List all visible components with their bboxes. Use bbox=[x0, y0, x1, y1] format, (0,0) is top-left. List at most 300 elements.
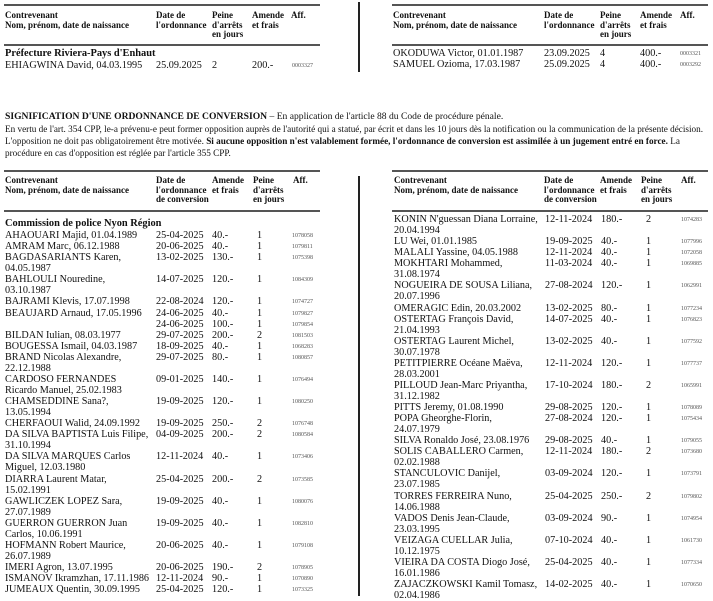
cell-peine: 1 bbox=[646, 335, 652, 347]
cell-peine: 1 bbox=[257, 241, 263, 253]
table-row bbox=[394, 435, 704, 446]
cell-aff: 1082810 bbox=[292, 520, 313, 527]
cell-peine: 2 bbox=[646, 214, 652, 225]
table-row bbox=[5, 319, 315, 330]
cell-amende: 100.- bbox=[212, 318, 234, 330]
cell-peine: 1 bbox=[257, 517, 263, 529]
table-row bbox=[394, 413, 704, 435]
cell-aff: 1075398 bbox=[292, 255, 313, 262]
cell-name: DIARRA Laurent Matar, 15.02.1991 bbox=[5, 473, 107, 496]
header-peine: Peine d'arrêts en jours bbox=[641, 175, 673, 204]
cell-peine: 1 bbox=[646, 236, 652, 248]
cell-aff: 1084309 bbox=[292, 277, 313, 284]
cell-peine: 1 bbox=[257, 274, 263, 286]
table-top-rule bbox=[392, 4, 708, 6]
cell-name: MALALI Yassine, 04.05.1988 bbox=[394, 247, 518, 259]
cell-amende: 120.- bbox=[212, 296, 234, 308]
table-row bbox=[394, 247, 704, 258]
table-row bbox=[5, 60, 315, 71]
table-row bbox=[394, 214, 704, 236]
cell-aff: 1078058 bbox=[292, 233, 313, 239]
cell-date: 12-11-2024 bbox=[545, 446, 593, 458]
cell-peine: 1 bbox=[257, 307, 263, 319]
table-row bbox=[394, 336, 704, 358]
table-row bbox=[394, 258, 704, 280]
table-row bbox=[5, 573, 315, 584]
table-row bbox=[5, 562, 315, 573]
cell-peine: 2 bbox=[646, 446, 652, 458]
header-aff: Aff. bbox=[293, 175, 308, 185]
cell-name: ZAJACZKOWSKI Kamil Tomasz, 02.04.1986 bbox=[394, 578, 538, 601]
cell-aff: 1078089 bbox=[681, 405, 702, 411]
cell-date: 19-09-2025 bbox=[156, 418, 204, 430]
cell-date: 19-09-2025 bbox=[156, 396, 204, 408]
cell-date: 25-04-2025 bbox=[545, 490, 593, 502]
cell-aff: 1073680 bbox=[681, 449, 702, 456]
cell-aff: 1073325 bbox=[292, 587, 313, 594]
header-aff: Aff. bbox=[681, 175, 696, 185]
table-row bbox=[5, 374, 315, 396]
cell-peine: 1 bbox=[257, 230, 263, 241]
cell-amende: 400.- bbox=[640, 59, 662, 70]
cell-aff: 1077996 bbox=[681, 239, 702, 246]
table-top-rule bbox=[392, 170, 708, 172]
cell-amende: 40.- bbox=[212, 307, 229, 319]
cell-date: 19-09-2025 bbox=[545, 236, 593, 248]
table-row bbox=[394, 535, 704, 557]
cell-name: OMERAGIC Edin, 20.03.2002 bbox=[394, 302, 522, 314]
cell-amende: 130.- bbox=[212, 252, 234, 264]
cell-peine: 1 bbox=[646, 313, 652, 325]
cell-aff: 1065991 bbox=[681, 382, 702, 389]
table-row bbox=[5, 451, 315, 473]
cell-amende: 40.- bbox=[212, 241, 229, 253]
cell-amende: 80.- bbox=[601, 302, 618, 314]
cell-peine: 1 bbox=[646, 402, 652, 413]
notice-text-2: La procédure en cas d'opposition est réglée par l'article 355 CPP. bbox=[5, 135, 680, 158]
header-peine: Peine d'arrêts en jours bbox=[253, 175, 285, 204]
cell-aff: 1062991 bbox=[681, 283, 702, 290]
table-row bbox=[394, 468, 704, 490]
cell-peine: 1 bbox=[257, 495, 263, 507]
table-row bbox=[5, 308, 315, 319]
cell-peine: 2 bbox=[257, 329, 263, 341]
table-row bbox=[394, 314, 704, 336]
cell-amende: 120.- bbox=[601, 413, 623, 425]
group-heading: Préfecture Riviera-Pays d'Enhaut bbox=[5, 48, 156, 59]
table-top-rule bbox=[4, 4, 320, 6]
cell-date: 18-09-2025 bbox=[156, 340, 204, 352]
cell-amende: 200.- bbox=[212, 329, 234, 341]
cell-amende: 120.- bbox=[601, 357, 623, 369]
cell-amende: 40.- bbox=[601, 258, 618, 270]
cell-date: 19-09-2025 bbox=[156, 495, 204, 507]
group-heading: Commission de police Nyon Région bbox=[5, 218, 162, 229]
cell-peine: 1 bbox=[646, 247, 652, 259]
cell-name: PILLOUD Jean-Marc Priyantha, 31.12.1982 bbox=[394, 379, 528, 402]
cell-date: 25-04-2025 bbox=[156, 584, 204, 596]
header-bottom-rule bbox=[4, 44, 320, 46]
cell-aff: 1073585 bbox=[292, 476, 313, 483]
cell-peine: 1 bbox=[646, 302, 652, 314]
cell-date: 11-03-2024 bbox=[545, 258, 593, 270]
table-row bbox=[393, 59, 703, 70]
header-aff: Aff. bbox=[680, 10, 695, 20]
cell-date: 14-07-2025 bbox=[156, 274, 204, 286]
cell-amende: 120.- bbox=[212, 584, 234, 596]
cell-aff: 1075434 bbox=[681, 416, 702, 423]
cell-peine: 1 bbox=[257, 451, 263, 463]
table-row bbox=[394, 358, 704, 380]
cell-aff: 1080857 bbox=[292, 354, 313, 361]
cell-amende: 190.- bbox=[212, 561, 234, 573]
header-contrevenant: Contrevenant Nom, prénom, date de naissance bbox=[393, 10, 517, 30]
cell-aff: 1077592 bbox=[681, 338, 702, 345]
cell-aff: 1069885 bbox=[681, 261, 702, 268]
cell-amende: 400.- bbox=[640, 48, 662, 59]
cell-peine: 2 bbox=[257, 429, 263, 441]
cell-aff: 1079854 bbox=[292, 321, 313, 328]
cell-name: CHERFAOUI Walid, 24.09.1992 bbox=[5, 418, 140, 430]
cell-peine: 1 bbox=[646, 357, 652, 369]
cell-name: HOFMANN Robert Maurice, 26.07.1989 bbox=[5, 539, 126, 562]
cell-date: 27-08-2024 bbox=[545, 413, 593, 425]
cell-amende: 40.- bbox=[601, 534, 618, 546]
cell-amende: 250.- bbox=[601, 490, 623, 502]
table-row bbox=[394, 446, 704, 468]
cell-name: VADOS Denis Jean-Claude, 23.03.1995 bbox=[394, 512, 510, 535]
cell-name: SOLIS CABALLERO Carmen, 02.02.1988 bbox=[394, 446, 524, 469]
cell-date: 29-08-2025 bbox=[545, 402, 593, 413]
cell-aff: 1076748 bbox=[292, 421, 313, 428]
table-row bbox=[5, 252, 315, 274]
table-row bbox=[5, 496, 315, 518]
header-bottom-rule bbox=[392, 210, 708, 212]
cell-aff: 1077737 bbox=[681, 360, 702, 367]
cell-name: BOUGESSA Ismail, 04.03.1987 bbox=[5, 340, 138, 352]
table-row bbox=[5, 474, 315, 496]
cell-date: 12-11-2024 bbox=[545, 357, 593, 369]
cell-amende: 40.- bbox=[212, 230, 229, 241]
table-row bbox=[5, 352, 315, 374]
cell-amende: 40.- bbox=[601, 556, 618, 568]
cell-date: 20-06-2025 bbox=[156, 561, 204, 573]
cell-amende: 250.- bbox=[212, 418, 234, 430]
cell-aff: 1070650 bbox=[681, 581, 702, 588]
cell-name: ISMANOV Ikramzhan, 17.11.1986 bbox=[5, 573, 150, 584]
cell-aff: 1076823 bbox=[681, 316, 702, 323]
cell-date: 24-06-2025 bbox=[156, 307, 204, 319]
cell-name: BAJRAMI Klevis, 17.07.1998 bbox=[5, 296, 130, 308]
cell-aff: 1077234 bbox=[681, 305, 702, 312]
cell-peine: 1 bbox=[257, 296, 263, 308]
table-row bbox=[394, 380, 704, 402]
cell-date: 25.09.2025 bbox=[544, 59, 590, 70]
table-row bbox=[394, 557, 704, 579]
cell-amende: 200.- bbox=[212, 473, 234, 485]
header-bottom-rule bbox=[4, 210, 320, 212]
cell-amende: 80.- bbox=[212, 351, 229, 363]
cell-aff: 1081503 bbox=[292, 332, 313, 339]
table-row bbox=[5, 274, 315, 296]
table-row bbox=[5, 518, 315, 540]
table-row bbox=[393, 48, 703, 59]
cell-peine: 1 bbox=[257, 340, 263, 352]
cell-date: 13-02-2025 bbox=[545, 302, 593, 314]
cell-name: IMERI Agron, 13.07.1995 bbox=[5, 561, 113, 573]
cell-aff: 1079802 bbox=[681, 493, 702, 500]
header-amende: Amende et frais bbox=[640, 10, 672, 30]
table-row bbox=[5, 341, 315, 352]
cell-aff: 1080584 bbox=[292, 432, 313, 439]
notice-title bbox=[5, 111, 503, 122]
table-top-rule bbox=[4, 170, 320, 172]
cell-peine: 1 bbox=[257, 573, 263, 584]
cell-aff: 1079827 bbox=[292, 310, 313, 317]
cell-date: 13-02-2025 bbox=[156, 252, 204, 264]
cell-name: AHAOUARI Majid, 01.04.1989 bbox=[5, 230, 138, 241]
header-date: Date de l'ordonnance de conversion bbox=[156, 175, 209, 204]
cell-name: BRAND Nicolas Alexandre, 22.12.1988 bbox=[5, 351, 122, 374]
cell-date: 25-04-2025 bbox=[156, 230, 204, 241]
cell-peine: 1 bbox=[257, 351, 263, 363]
cell-name: TORRES FERREIRA Nuno, 14.06.1988 bbox=[394, 490, 512, 513]
cell-aff: 1073791 bbox=[681, 471, 702, 478]
cell-aff: 1080250 bbox=[292, 399, 313, 406]
cell-date: 24-06-2025 bbox=[156, 318, 204, 330]
header-peine: Peine d'arrêts en jours bbox=[600, 10, 632, 39]
cell-aff: 0003292 bbox=[680, 62, 701, 68]
header-amende: Amende et frais bbox=[212, 175, 244, 195]
cell-date: 25-04-2025 bbox=[156, 473, 204, 485]
cell-amende: 40.- bbox=[601, 578, 618, 590]
cell-peine: 1 bbox=[646, 435, 652, 447]
cell-aff: 1061730 bbox=[681, 537, 702, 544]
cell-name: PETITPIERRE Océane Maëva, 28.03.2001 bbox=[394, 357, 523, 380]
column-divider-bottom bbox=[358, 176, 360, 596]
cell-aff: 1074727 bbox=[292, 299, 313, 306]
cell-amende: 40.- bbox=[601, 236, 618, 248]
cell-amende: 90.- bbox=[212, 573, 229, 584]
cell-amende: 200.- bbox=[252, 60, 274, 71]
cell-date: 27-08-2024 bbox=[545, 280, 593, 292]
cell-amende: 40.- bbox=[212, 495, 229, 507]
table-row bbox=[394, 579, 704, 601]
cell-peine: 2 bbox=[646, 490, 652, 502]
cell-amende: 90.- bbox=[601, 512, 618, 524]
cell-name: VIEIRA DA COSTA Diogo José, 16.01.1986 bbox=[394, 556, 530, 579]
cell-name: AMRAM Marc, 06.12.1988 bbox=[5, 241, 120, 253]
table-row bbox=[5, 584, 315, 595]
header-amende: Amende et frais bbox=[600, 175, 632, 195]
cell-name: STANCULOVIC Danijel, 23.07.1985 bbox=[394, 468, 501, 491]
header-aff: Aff. bbox=[291, 10, 306, 20]
cell-amende: 40.- bbox=[212, 517, 229, 529]
cell-aff: 1073406 bbox=[292, 454, 313, 461]
cell-aff: 1074283 bbox=[681, 217, 702, 223]
cell-name: BEAUJARD Arnaud, 17.05.1996 bbox=[5, 307, 142, 319]
table-row bbox=[394, 303, 704, 314]
cell-name: NOGUEIRA DE SOUSA Liliana, 20.07.1996 bbox=[394, 280, 533, 303]
cell-aff: 1072058 bbox=[681, 250, 702, 257]
header-date: Date de l'ordonnance bbox=[544, 10, 595, 30]
cell-peine: 1 bbox=[646, 556, 652, 568]
cell-date: 20-06-2025 bbox=[156, 539, 204, 551]
cell-aff: 1078905 bbox=[292, 564, 313, 571]
table-row bbox=[394, 280, 704, 302]
cell-date: 12-11-2024 bbox=[156, 451, 204, 463]
cell-amende: 40.- bbox=[601, 335, 618, 347]
cell-amende: 40.- bbox=[601, 313, 618, 325]
cell-name: SILVA Ronaldo José, 23.08.1976 bbox=[394, 435, 530, 447]
table-row bbox=[5, 230, 315, 241]
cell-aff: 0003327 bbox=[292, 63, 313, 69]
cell-aff: 1077334 bbox=[681, 559, 702, 566]
cell-peine: 1 bbox=[646, 512, 652, 524]
cell-amende: 200.- bbox=[212, 429, 234, 441]
cell-peine: 1 bbox=[646, 534, 652, 546]
cell-peine: 4 bbox=[600, 59, 606, 70]
cell-peine: 2 bbox=[257, 561, 263, 573]
cell-name: GUERRON GUERRON Juan Carlos, 10.06.1991 bbox=[5, 517, 128, 540]
cell-name: KONIN N'guessan Diana Lorraine, 20.04.1994 bbox=[394, 214, 538, 236]
cell-amende: 40.- bbox=[601, 435, 618, 447]
header-amende: Amende et frais bbox=[252, 10, 284, 30]
cell-peine: 1 bbox=[646, 258, 652, 270]
cell-aff: 1068283 bbox=[292, 343, 313, 350]
cell-name: LU Wei, 01.01.1985 bbox=[394, 236, 478, 248]
notice-body bbox=[5, 124, 710, 159]
header-date: Date de l'ordonnance de conversion bbox=[544, 175, 597, 204]
cell-date: 23.09.2025 bbox=[544, 48, 590, 59]
cell-aff: 1076494 bbox=[292, 377, 313, 383]
notice-heading: SIGNIFICATION D'UNE ORDONNANCE DE CONVERSION bbox=[5, 111, 268, 122]
cell-peine: 2 bbox=[257, 473, 263, 485]
cell-peine: 1 bbox=[257, 374, 263, 385]
cell-name: JUMEAUX Quentin, 30.09.1995 bbox=[5, 584, 140, 596]
table-row bbox=[5, 396, 315, 418]
cell-amende: 140.- bbox=[212, 374, 234, 385]
cell-aff: 1080076 bbox=[292, 498, 313, 505]
cell-date: 12-11-2024 bbox=[545, 247, 593, 259]
cell-name: DA SILVA BAPTISTA Luis Filipe, 31.10.1994 bbox=[5, 429, 149, 452]
cell-peine: 1 bbox=[257, 539, 263, 551]
table-row bbox=[394, 236, 704, 247]
cell-name: GAWLICZEK LOPEZ Sara, 27.07.1989 bbox=[5, 495, 123, 518]
cell-name: BAHLOULI Nouredine, 03.10.1987 bbox=[5, 274, 106, 297]
cell-date: 29-07-2025 bbox=[156, 329, 204, 341]
table-row bbox=[394, 402, 704, 413]
cell-name: OSTERTAG Laurent Michel, 30.07.1978 bbox=[394, 335, 514, 358]
cell-amende: 40.- bbox=[212, 340, 229, 352]
cell-date: 25.09.2025 bbox=[156, 60, 202, 71]
header-date: Date de l'ordonnance bbox=[156, 10, 207, 30]
cell-date: 12-11-2024 bbox=[545, 214, 593, 225]
cell-peine: 1 bbox=[257, 318, 263, 330]
cell-name: EHIAGWINA David, 04.03.1995 bbox=[5, 60, 143, 71]
cell-peine: 1 bbox=[646, 413, 652, 425]
notice-heading-suffix: – En application de l'article 88 du Code de procédure pénale. bbox=[267, 111, 504, 122]
table-row bbox=[5, 418, 315, 429]
cell-amende: 40.- bbox=[212, 451, 229, 463]
cell-amende: 40.- bbox=[212, 539, 229, 551]
cell-name: VEIZAGA CUELLAR Julia, 10.12.1975 bbox=[394, 534, 513, 557]
cell-date: 17-10-2024 bbox=[545, 379, 593, 391]
notice-text-bold: Si aucune opposition n'est valablement formée, l'ordonnance de conversion est assimilée à un jugement entré en force. bbox=[206, 135, 668, 146]
cell-date: 12-11-2024 bbox=[156, 573, 204, 584]
header-contrevenant: Contrevenant Nom, prénom, date de naissance bbox=[5, 175, 129, 195]
cell-amende: 180.- bbox=[601, 446, 623, 458]
cell-amende: 40.- bbox=[601, 247, 618, 259]
table-row bbox=[394, 491, 704, 513]
header-bottom-rule bbox=[392, 44, 708, 46]
table-row bbox=[394, 513, 704, 535]
cell-date: 09-01-2025 bbox=[156, 374, 204, 385]
cell-aff: 1074954 bbox=[681, 515, 702, 522]
cell-date: 14-07-2025 bbox=[545, 313, 593, 325]
cell-peine: 1 bbox=[257, 584, 263, 596]
cell-name: OKODUWA Victor, 01.01.1987 bbox=[393, 48, 524, 59]
cell-aff: 0003321 bbox=[680, 51, 701, 57]
cell-amende: 120.- bbox=[212, 396, 234, 408]
column-divider-top bbox=[358, 2, 360, 72]
cell-peine: 1 bbox=[257, 396, 263, 408]
cell-name: POPA Gheorghe-Florin, 24.07.1979 bbox=[394, 413, 492, 436]
cell-aff: 1079811 bbox=[292, 244, 313, 251]
cell-amende: 120.- bbox=[601, 468, 623, 480]
cell-amende: 120.- bbox=[212, 274, 234, 286]
cell-name: CARDOSO FERNANDES Ricardo Manuel, 25.02.1983 bbox=[5, 374, 122, 396]
cell-name: OSTERTAG François David, 21.04.1993 bbox=[394, 313, 514, 336]
cell-date: 13-02-2025 bbox=[545, 335, 593, 347]
cell-peine: 2 bbox=[646, 379, 652, 391]
cell-peine: 1 bbox=[646, 280, 652, 292]
cell-date: 03-09-2024 bbox=[545, 512, 593, 524]
cell-date: 25-04-2025 bbox=[545, 556, 593, 568]
table-row bbox=[5, 296, 315, 307]
cell-name: BILDAN Iulian, 08.03.1977 bbox=[5, 329, 121, 341]
cell-aff: 1079055 bbox=[681, 438, 702, 445]
cell-date: 14-02-2025 bbox=[545, 578, 593, 590]
cell-peine: 1 bbox=[257, 252, 263, 264]
cell-amende: 180.- bbox=[601, 214, 623, 225]
cell-date: 29-07-2025 bbox=[156, 351, 204, 363]
cell-name: MOKHTARI Mohammed, 31.08.1974 bbox=[394, 258, 503, 281]
cell-date: 04-09-2025 bbox=[156, 429, 204, 441]
cell-amende: 120.- bbox=[601, 280, 623, 292]
cell-peine: 2 bbox=[212, 60, 218, 71]
cell-date: 29-08-2025 bbox=[545, 435, 593, 447]
table-row bbox=[5, 241, 315, 252]
cell-peine: 4 bbox=[600, 48, 606, 59]
cell-name: SAMUEL Ozioma, 17.03.1987 bbox=[393, 59, 521, 70]
cell-peine: 1 bbox=[646, 468, 652, 480]
cell-date: 03-09-2024 bbox=[545, 468, 593, 480]
cell-aff: 1079108 bbox=[292, 542, 313, 549]
header-contrevenant: Contrevenant Nom, prénom, date de naissance bbox=[5, 10, 129, 30]
cell-name: DA SILVA MARQUES Carlos Miguel, 12.03.1980 bbox=[5, 451, 131, 474]
cell-date: 19-09-2025 bbox=[156, 517, 204, 529]
cell-peine: 1 bbox=[646, 578, 652, 590]
cell-date: 22-08-2024 bbox=[156, 296, 204, 308]
cell-name: PITTS Jeremy, 01.08.1990 bbox=[394, 402, 504, 413]
table-row bbox=[5, 540, 315, 562]
notice-text-1: En vertu de l'art. 354 CPP, le-a prévenu-e peut former opposition auprès de l'autorité qui a statué, par écrit et dans les 10 jours dès la notification ou la communication de la présente décision. L'opposition ne doit pas obligatoirement être motivée. bbox=[5, 124, 704, 146]
header-peine: Peine d'arrêts en jours bbox=[212, 10, 244, 39]
table-row bbox=[5, 429, 315, 451]
cell-date: 20-06-2025 bbox=[156, 241, 204, 253]
cell-amende: 120.- bbox=[601, 402, 623, 413]
